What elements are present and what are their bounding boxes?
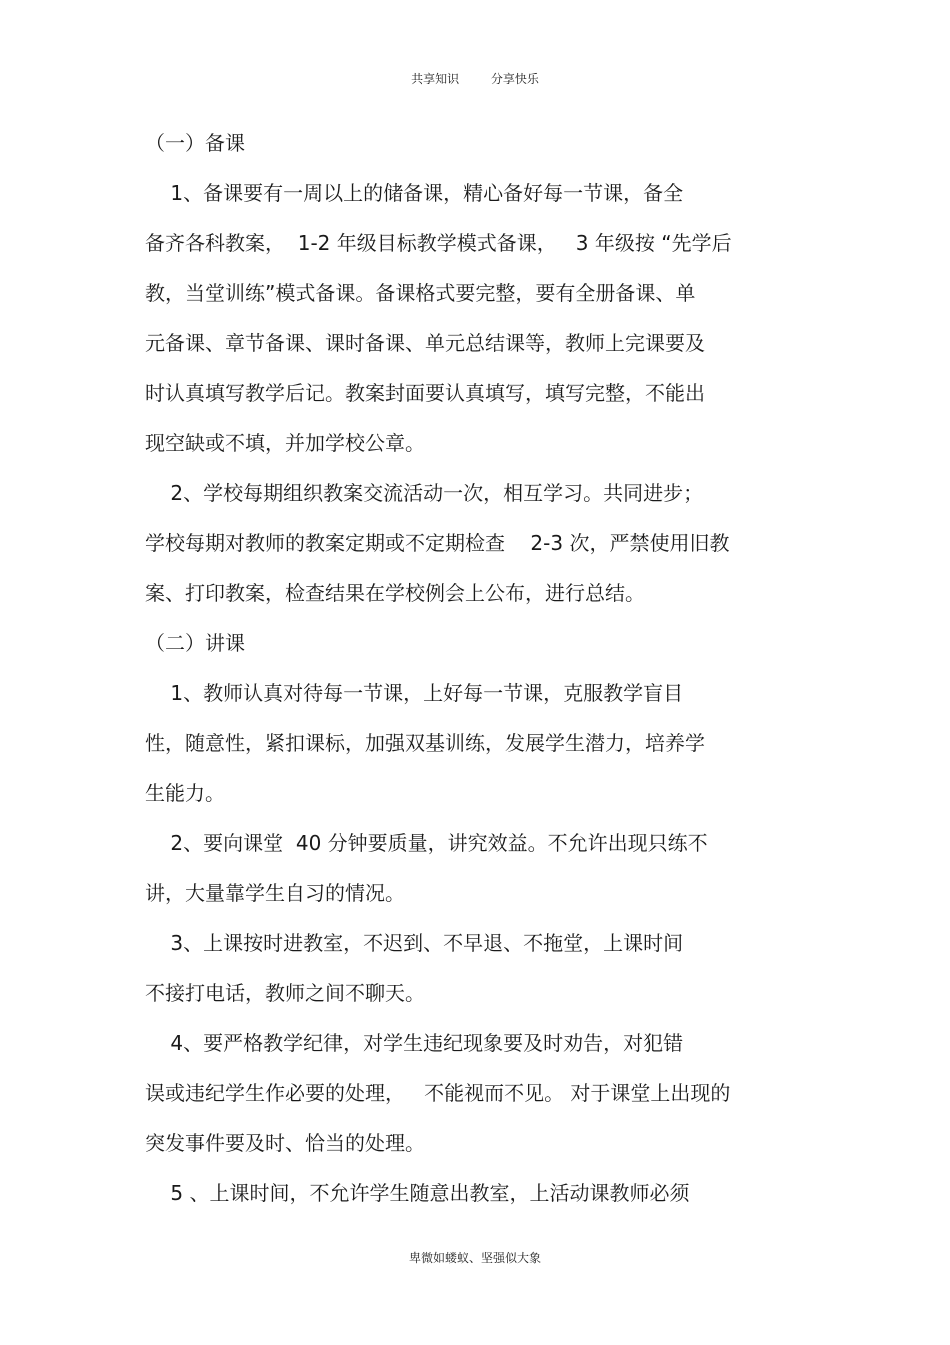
paragraph-line: 案、打印教案，检查结果在学校例会上公布，进行总结。 [145, 581, 645, 605]
paragraph-line: 性，随意性，紧扣课标，加强双基训练，发展学生潜力，培养学 [145, 731, 705, 755]
paragraph-line: 3、上课按时进教室，不迟到、不早退、不拖堂，上课时间 [145, 931, 684, 955]
page-footer [0, 1249, 950, 1266]
paragraph-line: 备齐各科教案， 1-2 年级目标教学模式备课， 3 年级按 “先学后 [145, 231, 732, 255]
header-left-text: 共享知识 [411, 72, 460, 86]
paragraph-line: 1、备课要有一周以上的储备课，精心备好每一节课，备全 [145, 181, 684, 205]
paragraph-line: 不接打电话，教师之间不聊天。 [145, 981, 425, 1005]
paragraph-line: 时认真填写教学后记。教案封面要认真填写，填写完整，不能出 [145, 381, 705, 405]
paragraph-line: 误或违纪学生作必要的处理， 不能视而不见。 对于课堂上出现的 [145, 1081, 731, 1105]
paragraph-line: 现空缺或不填，并加学校公章。 [145, 431, 425, 455]
paragraph-line: 学校每期对教师的教案定期或不定期检查 2-3 次，严禁使用旧教 [145, 531, 730, 555]
section-heading-teaching: （二）讲课 [145, 631, 245, 655]
footer-text: 卑微如蝼蚁、坚强似大象 [408, 1251, 541, 1265]
page-header [0, 70, 950, 87]
paragraph-line: 2、学校每期组织教案交流活动一次，相互学习。共同进步； [145, 481, 704, 505]
paragraph-line: 1、教师认真对待每一节课，上好每一节课，克服教学盲目 [145, 681, 684, 705]
paragraph-line: 突发事件要及时、恰当的处理。 [145, 1131, 425, 1155]
paragraph-line: 讲，大量靠学生自习的情况。 [145, 881, 405, 905]
paragraph-line: 教，当堂训练”模式备课。备课格式要完整，要有全册备课、单 [145, 281, 696, 305]
paragraph-line: 2、要向课堂 40 分钟要质量，讲究效益。不允许出现只练不 [145, 831, 708, 855]
paragraph-line: 5 、上课时间，不允许学生随意出教室，上活动课教师必须 [145, 1181, 690, 1205]
paragraph-line: 生能力。 [145, 781, 225, 805]
paragraph-line: 元备课、章节备课、课时备课、单元总结课等，教师上完课要及 [145, 331, 705, 355]
paragraph-line: 4、要严格教学纪律，对学生违纪现象要及时劝告，对犯错 [145, 1031, 684, 1055]
section-heading-lesson-prep: （一）备课 [145, 131, 245, 155]
header-right-text: 分享快乐 [490, 72, 539, 86]
